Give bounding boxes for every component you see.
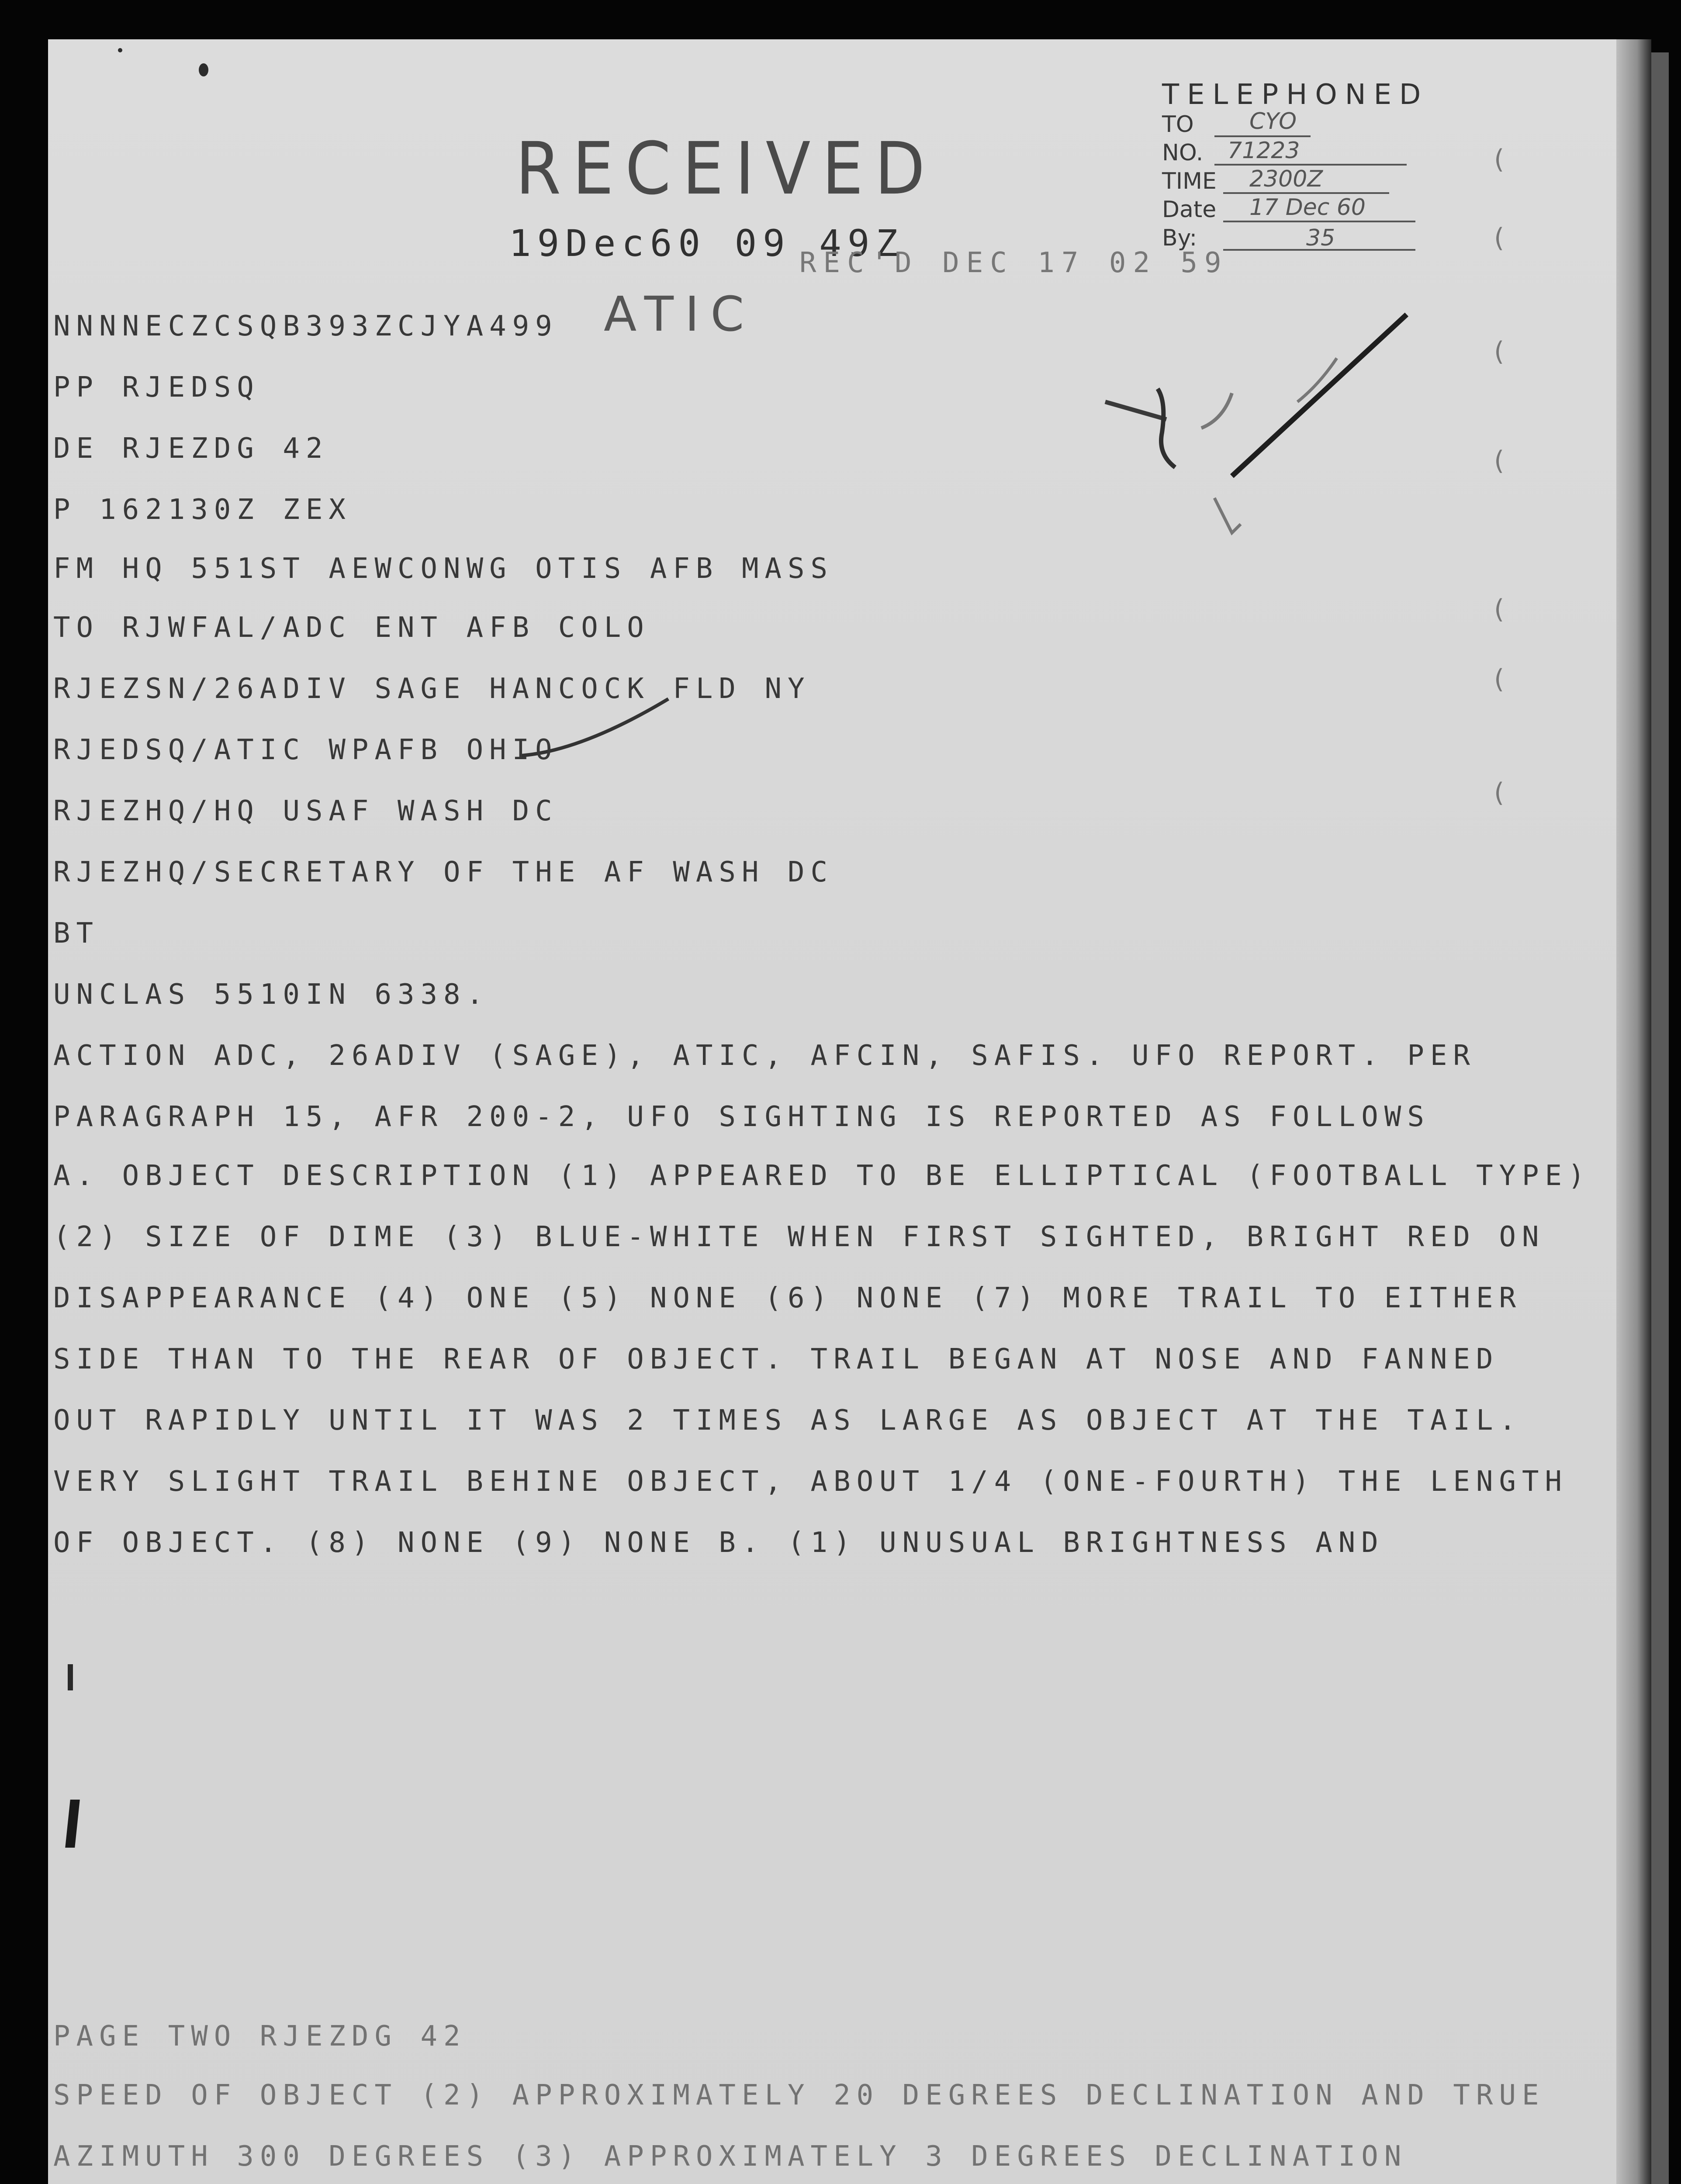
page-two-line: SPEED OF OBJECT (2) APPROXIMATELY 20 DEGREES DECLINATION AND TRUE — [53, 2079, 1545, 2111]
margin-bracket: ( — [1494, 223, 1505, 253]
page-two-header: PAGE TWO RJEZDG 42 — [53, 2020, 467, 2053]
margin-bracket: ( — [1494, 336, 1505, 367]
telephoned-date-value: 17 Dec 60 — [1249, 194, 1366, 221]
received-stamp-date: 19Dec60 09 49Z — [509, 222, 904, 265]
addressee-line: RJEZSN/26ADIV SAGE HANCOCK FLD NY — [53, 673, 811, 705]
body-line: OUT RAPIDLY UNTIL IT WAS 2 TIMES AS LARGE AS OBJECT AT THE TAIL. — [53, 1404, 1522, 1437]
addressee-line: RJEZHQ/SECRETARY OF THE AF WASH DC — [53, 856, 834, 888]
atic-stamp: ATIC — [604, 286, 756, 342]
margin-bracket: ( — [1494, 778, 1505, 808]
body-line: A. OBJECT DESCRIPTION (1) APPEARED TO BE ELLIPTICAL (FOOTBALL TYPE) — [53, 1160, 1591, 1192]
body-line: DISAPPEARANCE (4) ONE (5) NONE (6) NONE (7) MORE TRAIL TO EITHER — [53, 1282, 1522, 1314]
body-line: ACTION ADC, 26ADIV (SAGE), ATIC, AFCIN, SAFIS. UFO REPORT. PER — [53, 1040, 1476, 1072]
telephoned-to-value: CYO — [1249, 108, 1297, 135]
classification-line: UNCLAS 5510IN 6338. — [53, 978, 490, 1011]
telephoned-time-label: TIME — [1162, 168, 1217, 194]
telephoned-time-value: 2300Z — [1249, 166, 1323, 192]
addressee-line: RJEDSQ/ATIC WPAFB OHIO — [53, 734, 558, 766]
body-line: VERY SLIGHT TRAIL BEHINE OBJECT, ABOUT 1/4 (ONE-FOURTH) THE LENGTH — [53, 1465, 1568, 1498]
page-two-line: AZIMUTH 300 DEGREES (3) APPROXIMATELY 3 DEGREES DECLINATION — [53, 2140, 1408, 2173]
body-line: SIDE THAN TO THE REAR OF OBJECT. TRAIL BEGAN AT NOSE AND FANNED — [53, 1343, 1499, 1375]
received-stamp: RECEIVED — [515, 127, 937, 211]
backing-sheet-edge — [1651, 52, 1669, 2184]
margin-bracket: ( — [1494, 664, 1505, 695]
margin-bracket: ( — [1494, 594, 1505, 625]
telephoned-by-label: By: — [1162, 225, 1197, 251]
margin-bracket: ( — [1494, 144, 1505, 175]
body-line: (2) SIZE OF DIME (3) BLUE-WHITE WHEN FIRST SIGHTED, BRIGHT RED ON — [53, 1221, 1545, 1253]
received-time-stamp: REC'D DEC 17 02 59 — [799, 247, 1228, 279]
page-edge-shadow — [1616, 39, 1651, 2184]
handwritten-mark — [1092, 288, 1424, 577]
telephoned-by-value: 35 — [1306, 225, 1335, 251]
routing-line: PP RJEDSQ — [53, 371, 260, 404]
ink-speck — [118, 48, 122, 52]
telephoned-to-label: TO — [1162, 111, 1194, 138]
routing-line: P 162130Z ZEX — [53, 494, 352, 526]
margin-mark — [68, 1664, 73, 1690]
telephoned-title: TELEPHONED — [1162, 79, 1429, 111]
margin-bracket: ( — [1494, 446, 1505, 476]
ink-speck — [199, 63, 208, 76]
from-line: FM HQ 551ST AEWCONWG OTIS AFB MASS — [53, 553, 834, 585]
break-line: BT — [53, 917, 100, 950]
to-line: TO RJWFAL/ADC ENT AFB COLO — [53, 612, 650, 644]
telephoned-date-label: Date — [1162, 197, 1217, 223]
telephoned-no-label: NO. — [1162, 140, 1204, 166]
body-line: PARAGRAPH 15, AFR 200-2, UFO SIGHTING IS REPORTED AS FOLLOWS — [53, 1101, 1430, 1133]
message-header-line: NNNNECZCSQB393ZCJYA499 — [53, 310, 558, 342]
routing-line: DE RJEZDG 42 — [53, 432, 329, 465]
body-line: OF OBJECT. (8) NONE (9) NONE B. (1) UNUSUAL BRIGHTNESS AND — [53, 1527, 1384, 1559]
telephoned-no-value: 71223 — [1228, 138, 1300, 164]
addressee-line: RJEZHQ/HQ USAF WASH DC — [53, 795, 558, 827]
